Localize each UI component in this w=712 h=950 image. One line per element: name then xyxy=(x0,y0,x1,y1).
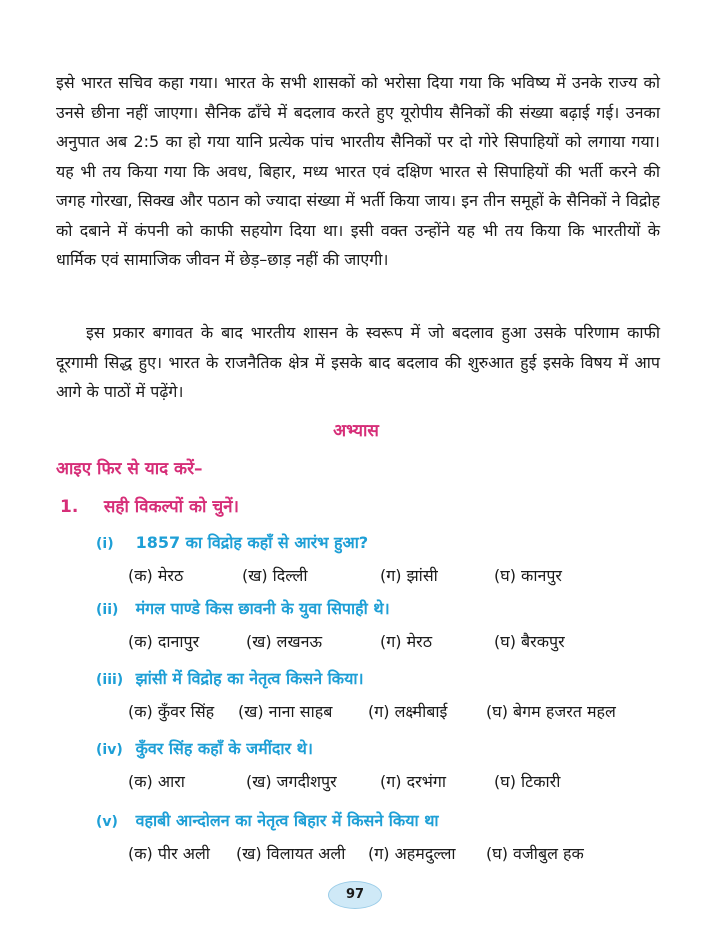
mcq-number: (iii) xyxy=(96,672,124,688)
mcq-option: (ग) मेरठ xyxy=(380,632,432,651)
mcq-option: (ग) अहमदुल्ला xyxy=(368,844,456,863)
mcq-option: (ख) दिल्ली xyxy=(242,566,308,585)
mcq-question xyxy=(96,664,676,694)
mcq-number: (ii) xyxy=(96,602,119,618)
body-paragraph-1: इसे भारत सचिव कहा गया। भारत के सभी शासकों को भरोसा दिया गया कि भविष्य में उनके राज्य को उनसे छीना नहीं जाएगा। सैनिक ढाँचे में बदलाव करते हुए यूरोपीय सैनिकों की संख्या बढ़ाई गई। उनका अनुपात अब 2:5 का हो गया यानि प्रत्येक पांच भारतीय सैनिकों पर दो गोरे सिपाहियों को लगाया गया। यह भी तय किया गया कि अवध, बिहार, मध्य भारत एवं दक्षिण भारत से सिपाहियों की भर्ती करने की जगह गोरखा, सिक्ख और पठान को ज्यादा संख्या में भर्ती किया जाय। इन तीन समूहों के सैनिकों ने विद्रोह को दबाने में कंपनी को काफी सहयोग दिया था। इसी वक्त उन्होंने यह भी तय किया कि भारतीयों के धार्मिक एवं सामाजिक जीवन में छेड़–छाड़ नहीं की जाएगी। xyxy=(56,73,660,269)
mcq-option: (ख) जगदीशपुर xyxy=(246,772,337,791)
mcq-question xyxy=(96,594,676,624)
mcq-option: (क) मेरठ xyxy=(128,566,184,585)
mcq-item xyxy=(96,664,676,730)
mcq-item xyxy=(96,806,676,872)
mcq-question-text: कुँवर सिंह कहाँ के जमींदार थे। xyxy=(135,739,313,758)
mcq-option: (घ) कानपुर xyxy=(494,566,562,585)
mcq-option: (ग) झांसी xyxy=(380,566,438,585)
mcq-option: (क) कुँवर सिंह xyxy=(128,702,215,721)
mcq-question-text: झांसी में विद्रोह का नेतृत्व किसने किया। xyxy=(135,669,364,688)
mcq-question-text: 1857 का विद्रोह कहाँ से आरंभ हुआ? xyxy=(135,533,369,552)
question-1-text: सही विकल्पों को चुनें। xyxy=(103,497,239,517)
mcq-option: (क) दानापुर xyxy=(128,632,200,651)
mcq-options xyxy=(96,700,676,730)
mcq-option: (ख) विलायत अली xyxy=(236,844,346,863)
mcq-option: (घ) टिकारी xyxy=(494,772,561,791)
question-1 xyxy=(60,494,239,517)
mcq-options xyxy=(96,630,676,660)
mcq-number: (i) xyxy=(96,536,114,552)
mcq-options xyxy=(96,564,676,594)
mcq-options xyxy=(96,770,676,800)
exercise-subheading: आइए फिर से याद करें– xyxy=(56,459,203,479)
mcq-option: (ग) दरभंगा xyxy=(380,772,447,791)
mcq-item xyxy=(96,594,676,660)
mcq-option: (घ) बेगम हजरत महल xyxy=(486,702,616,721)
mcq-option: (क) आरा xyxy=(128,772,185,791)
mcq-question xyxy=(96,806,676,836)
mcq-options xyxy=(96,842,676,872)
mcq-option: (ख) नाना साहब xyxy=(238,702,333,721)
mcq-number: (v) xyxy=(96,814,118,830)
mcq-option: (ख) लखनऊ xyxy=(246,632,323,651)
mcq-number: (iv) xyxy=(96,742,123,758)
body-paragraph-2: इस प्रकार बगावत के बाद भारतीय शासन के स्वरूप में जो बदलाव हुआ उसके परिणाम काफी दूरगामी सिद्ध हुए। भारत के राजनैतिक क्षेत्र में इसके बाद बदलाव की शुरुआत हुई इसके विषय में आप आगे के पाठों में पढ़ेंगे। xyxy=(56,323,660,401)
mcq-question-text: वहाबी आन्दोलन का नेतृत्व बिहार में किसने किया था xyxy=(135,811,439,830)
question-1-number: 1. xyxy=(60,497,79,517)
mcq-option: (ग) लक्ष्मीबाई xyxy=(368,702,448,721)
mcq-option: (घ) वजीबुल हक xyxy=(486,844,584,863)
page-number: 97 xyxy=(328,881,382,909)
mcq-item xyxy=(96,528,676,594)
mcq-item xyxy=(96,734,676,800)
mcq-option: (घ) बैरकपुर xyxy=(494,632,565,651)
mcq-question xyxy=(96,734,676,764)
mcq-question-text: मंगल पाण्डे किस छावनी के युवा सिपाही थे। xyxy=(135,599,390,618)
mcq-option: (क) पीर अली xyxy=(128,844,210,863)
exercise-heading: अभ्यास xyxy=(333,421,379,441)
mcq-question xyxy=(96,528,676,558)
